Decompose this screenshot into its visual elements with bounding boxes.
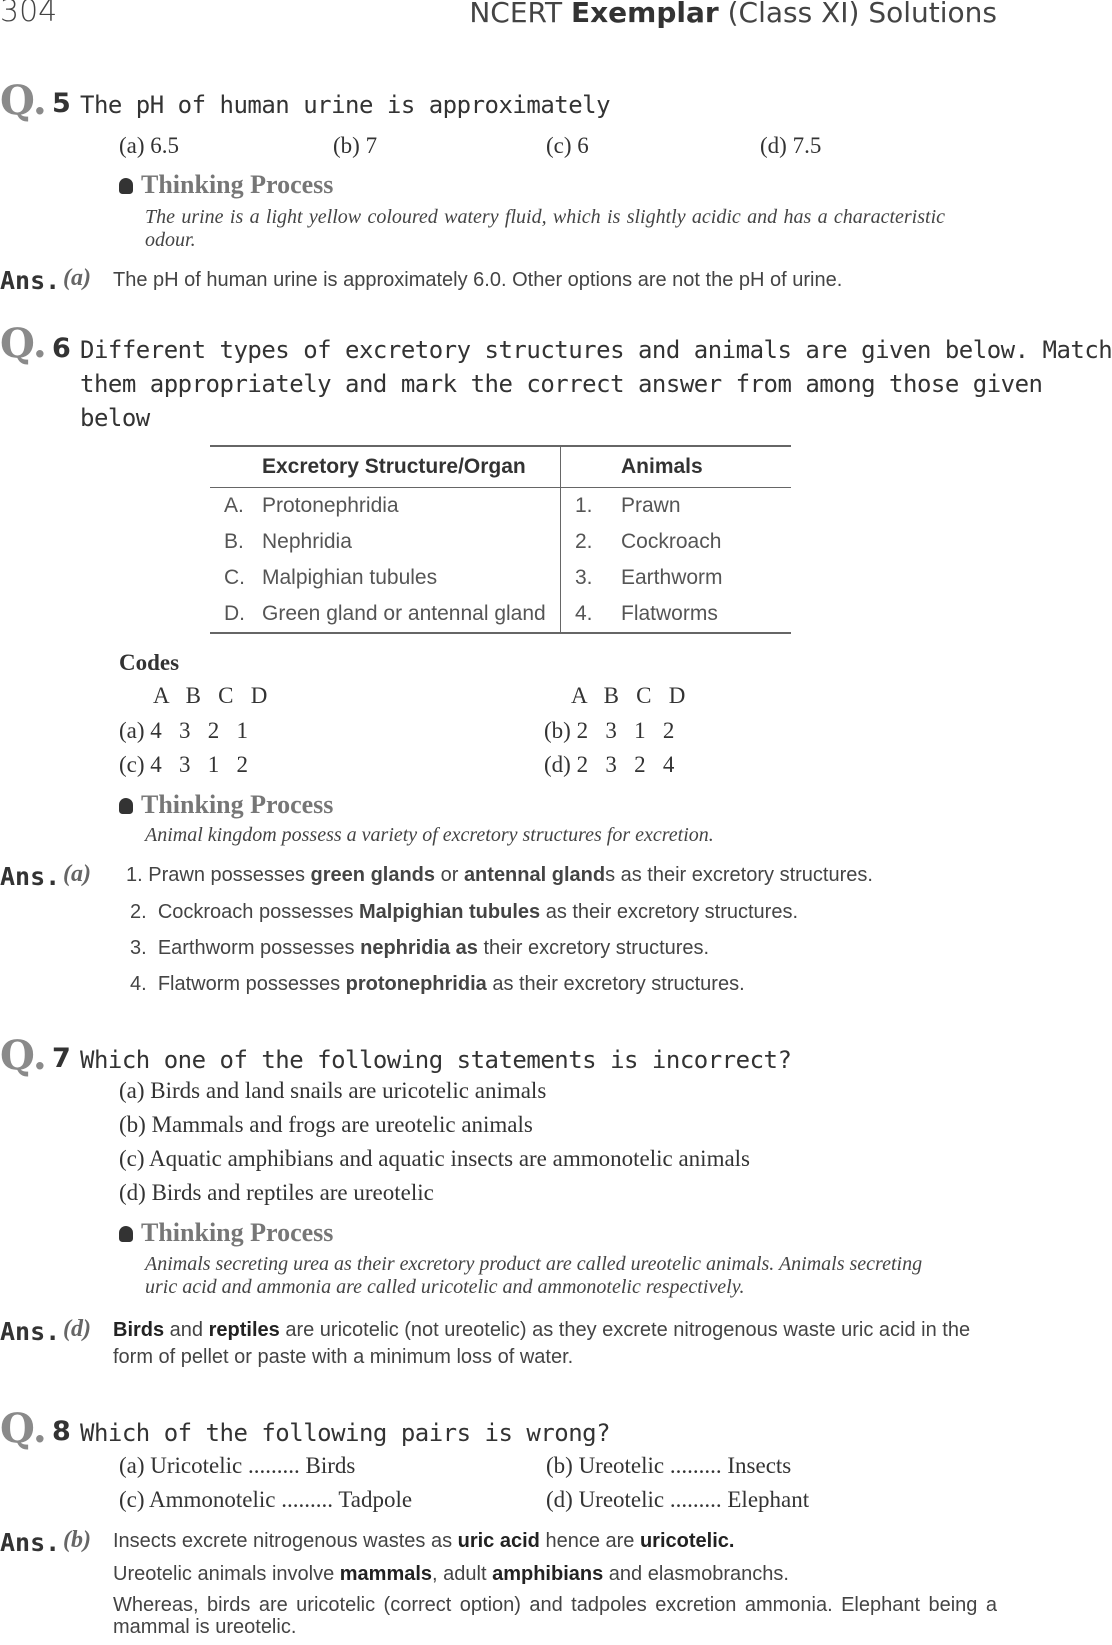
q7-option-a: (a) Birds and land snails are uricotelic animals [119, 1078, 547, 1103]
bulb-icon [119, 1226, 133, 1242]
codes-header-right: A B C D [571, 683, 686, 708]
row-num: 3. [575, 566, 593, 589]
q6-ans-label: Ans. [0, 862, 61, 891]
table-row [210, 524, 791, 560]
item-bold: nephridia as [360, 937, 478, 959]
match-table [210, 445, 791, 634]
question-q-letter: Q. [0, 1405, 47, 1452]
q6-thinking-text: Animal kingdom possess a variety of excretory structures for excretion. [145, 824, 714, 846]
q5-text: The pH of human urine is approximately [80, 91, 611, 119]
header-suffix: (Class XI) Solutions [727, 0, 997, 29]
code-option-b: (b) 2 3 1 2 [544, 718, 675, 743]
item-pre: Prawn possesses [148, 864, 311, 886]
q6-text-line: below [80, 404, 150, 432]
bulb-icon [119, 798, 133, 814]
ans-bold: uric acid [457, 1530, 540, 1552]
item-bold: antennal gland [463, 864, 606, 886]
q7-text: Which one of the following statements is incorrect? [80, 1046, 792, 1074]
q5-option-a: (a) 6.5 [119, 133, 180, 158]
question-q-letter: Q. [0, 320, 47, 367]
row-animal: Flatworms [621, 596, 791, 633]
q8-option-c: (c) Ammonotelic ......... Tadpole [119, 1487, 413, 1512]
q8-ans-label: Ans. [0, 1528, 61, 1557]
code-option-a: (a) 4 3 2 1 [119, 718, 249, 743]
q5-option-d: (d) 7.5 [760, 133, 822, 158]
q8-ans-key: (b) [63, 1527, 91, 1553]
question-q-letter: Q. [0, 1032, 47, 1079]
q6-number: 6 [52, 333, 71, 364]
table-row [210, 596, 791, 633]
item-num: 1. [126, 864, 143, 886]
q8-ans-line2 [113, 1561, 789, 1588]
item-pre: Cockroach possesses [157, 901, 360, 923]
item-pre: Flatworm possesses [157, 973, 346, 995]
row-num: 4. [561, 596, 622, 633]
q5-option-b: (b) 7 [333, 133, 378, 158]
item-num: 4. [130, 973, 147, 995]
item-bold: Malpighian tubules [359, 901, 541, 923]
q6-thinking-label: Thinking Process [141, 790, 334, 819]
item-mid: or [435, 864, 464, 886]
item-post: as their excretory structures. [486, 973, 745, 995]
table-row [210, 488, 791, 525]
q5-number: 5 [52, 88, 71, 119]
row-animal: Earthworm [621, 566, 723, 589]
q5-thinking-title [119, 170, 333, 200]
row-animal: Cockroach [621, 530, 722, 553]
codes-title: Codes [119, 650, 180, 675]
item-num: 3. [130, 937, 147, 959]
q6-text [80, 333, 1112, 435]
q7-number: 7 [52, 1043, 71, 1074]
q6-answer-item [130, 901, 798, 924]
q5-thinking-label: Thinking Process [141, 170, 334, 199]
header-prefix: NCERT [469, 0, 563, 29]
q7-thinking-title [119, 1218, 333, 1248]
q8-ans-line3: Whereas, birds are uricotelic (correct option) and tadpoles excretion ammonia. Elephant being a mammal is ureotelic. [113, 1594, 997, 1638]
row-num: 1. [575, 494, 593, 517]
q7-option-d: (d) Birds and reptiles are ureotelic [119, 1180, 434, 1205]
q7-ans-text [113, 1317, 997, 1371]
q7-option-b: (b) Mammals and frogs are ureotelic animals [119, 1112, 533, 1137]
ans-plain: , adult [432, 1563, 493, 1585]
q7-thinking-label: Thinking Process [141, 1218, 334, 1247]
q5-option-c: (c) 6 [546, 133, 589, 158]
q5-ans-key: (a) [63, 265, 91, 291]
row-animal: Prawn [621, 494, 681, 517]
item-bold: green glands [310, 864, 436, 886]
q5-ans-label: Ans. [0, 266, 61, 295]
row-structure: Green gland or antennal gland [262, 596, 561, 633]
ans-plain: Insects excrete nitrogenous wastes as [113, 1530, 458, 1552]
row-key: B. [224, 530, 244, 553]
col-header-structure: Excretory Structure/Organ [262, 446, 561, 488]
ans-bold: amphibians [492, 1563, 604, 1585]
running-header [469, 0, 997, 29]
q8-option-a: (a) Uricotelic ......... Birds [119, 1453, 356, 1478]
row-key: C. [224, 566, 245, 589]
code-option-c: (c) 4 3 1 2 [119, 752, 249, 777]
q6-answer-item [130, 937, 709, 960]
table-row [210, 560, 791, 596]
item-post: s as their excretory structures. [605, 864, 873, 886]
q6-thinking-title [119, 790, 333, 820]
q7-thinking-text: Animals secreting urea as their excretory product are called ureotelic animals. Animals secreting uric acid and ammonia are called uricotelic and ammonotelic respectively. [145, 1253, 923, 1298]
row-structure: Nephridia [262, 524, 561, 560]
item-post: as their excretory structures. [540, 901, 799, 923]
page-number: 304 [0, 0, 58, 29]
q6-answer-item [126, 864, 873, 887]
code-option-d: (d) 2 3 2 4 [544, 752, 675, 777]
ans-bold: reptiles [208, 1319, 280, 1341]
q6-ans-key: (a) [63, 861, 91, 887]
ans-bold: uricotelic. [639, 1530, 735, 1552]
q8-number: 8 [52, 1416, 71, 1447]
row-key: D. [210, 596, 262, 633]
q5-ans-text: The pH of human urine is approximately 6.0. Other options are not the pH of urine. [113, 269, 843, 291]
row-structure: Protonephridia [262, 488, 561, 525]
col-header-animals: Animals [621, 446, 791, 488]
item-post: their excretory structures. [477, 937, 710, 959]
q7-ans-label: Ans. [0, 1317, 61, 1346]
row-num: 2. [575, 530, 593, 553]
q8-ans-line1 [113, 1528, 734, 1555]
q5-thinking-text: The urine is a light yellow coloured watery fluid, which is slightly acidic and has a characteristic odour. [145, 206, 945, 251]
codes-header-left: A B C D [153, 683, 268, 708]
q6-answer-item [130, 973, 745, 996]
ans-plain: and [164, 1319, 209, 1341]
ans-plain: and elasmobranchs. [603, 1563, 789, 1585]
ans-bold: Birds [113, 1319, 165, 1341]
q6-text-line: them appropriately and mark the correct answer from among those given [80, 370, 1043, 398]
ans-plain: Ureotelic animals involve [113, 1563, 340, 1585]
q7-ans-key: (d) [63, 1316, 91, 1342]
question-q-letter: Q. [0, 77, 47, 124]
q8-text: Which of the following pairs is wrong? [80, 1419, 611, 1447]
row-key: A. [224, 494, 244, 517]
table-header-row [210, 446, 791, 488]
row-structure: Malpighian tubules [262, 560, 561, 596]
q8-option-d: (d) Ureotelic ......... Elephant [546, 1487, 810, 1512]
ans-plain: are uricotelic (not ureotelic) as they excrete nitrogenous waste uric acid in the form of pellet or paste with a minimum loss of water. [113, 1319, 971, 1368]
q7-option-c: (c) Aquatic amphibians and aquatic insects are ammonotelic animals [119, 1146, 751, 1171]
item-bold: protonephridia [345, 973, 487, 995]
item-pre: Earthworm possesses [157, 937, 361, 959]
q8-option-b: (b) Ureotelic ......... Insects [546, 1453, 792, 1478]
bulb-icon [119, 178, 133, 194]
ans-bold: mammals [339, 1563, 433, 1585]
q6-text-line: Different types of excretory structures and animals are given below. Match [80, 336, 1112, 364]
ans-plain: hence are [539, 1530, 640, 1552]
item-num: 2. [130, 901, 147, 923]
header-bold: Exemplar [570, 0, 719, 29]
